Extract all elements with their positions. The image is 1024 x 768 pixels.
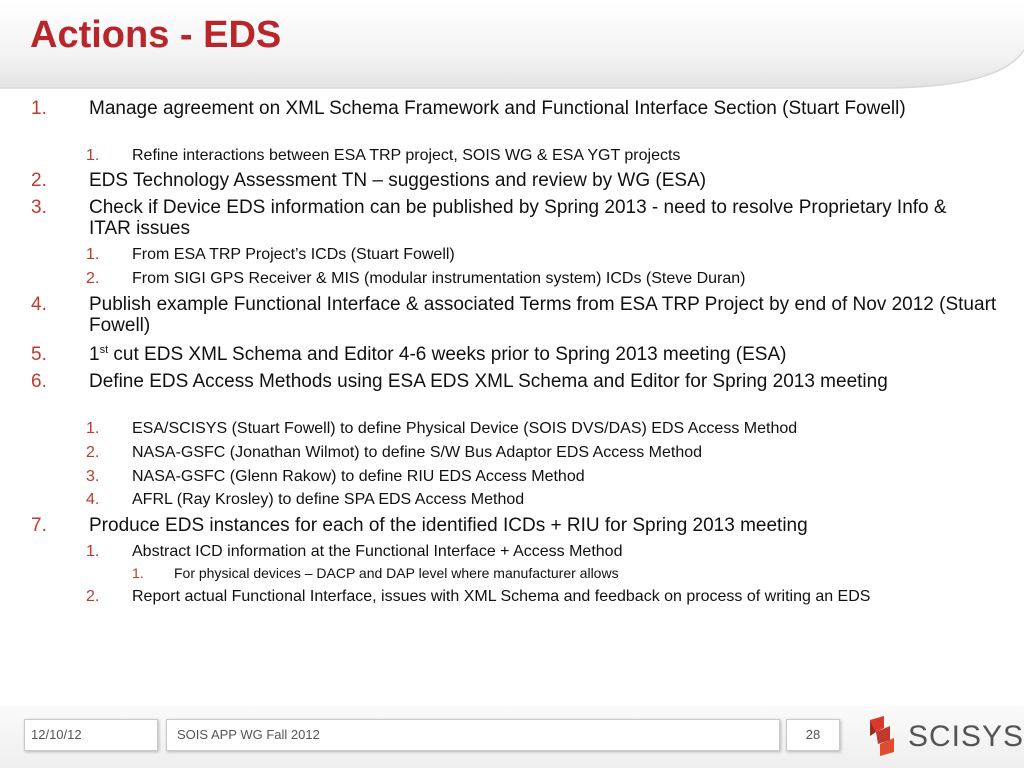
list-text: ESA/SCISYS (Stuart Fowell) to define Physical Device (SOIS DVS/DAS) EDS Access Method — [132, 420, 798, 437]
list-item — [31, 371, 969, 392]
list-text — [89, 344, 999, 365]
list-text: Check if Device EDS information can be published by Spring 2013 - need to resolve Proprietary Info & ITAR issues — [89, 197, 947, 239]
ordinal-number: 1 — [89, 344, 100, 365]
footer-date — [24, 719, 158, 751]
list-item — [86, 443, 1002, 462]
footer-date-text: 12/10/12 — [31, 727, 82, 742]
page-number-text: 28 — [805, 727, 821, 742]
list-item — [31, 344, 999, 365]
list-text: Produce EDS instances for each of the identified ICDs + RIU for Spring 2013 meeting — [89, 515, 808, 536]
list-number: 2. — [31, 170, 47, 191]
list-number: 1. — [86, 543, 100, 560]
list-text: NASA-GSFC (Jonathan Wilmot) to define S/W Bus Adaptor EDS Access Method — [132, 444, 703, 461]
list-number: 1. — [31, 98, 47, 119]
list-text: Report actual Functional Interface, issues with XML Schema and feedback on process of writing an EDS — [132, 588, 871, 605]
list-text: Refine interactions between ESA TRP project, SOIS WG & ESA YGT projects — [132, 147, 681, 164]
ordinal-suffix: st — [99, 344, 109, 356]
list-number: 1. — [86, 246, 100, 263]
list-item — [86, 146, 992, 165]
list-text: From ESA TRP Project’s ICDs (Stuart Fowell) — [132, 246, 455, 263]
list-text: Publish example Functional Interface & associated Terms from ESA TRP Project by end of Nov 2012 (Stuart Fowell) — [89, 294, 997, 336]
list-text: For physical devices – DACP and DAP level where manufacturer allows — [174, 565, 619, 581]
list-item — [86, 490, 1002, 509]
list-number: 4. — [31, 294, 47, 315]
list-item — [86, 419, 1002, 438]
list-item — [86, 245, 992, 264]
list-item — [31, 294, 1004, 336]
list-text: Manage agreement on XML Schema Framework and Functional Interface Section (Stuart Fowell) — [89, 98, 906, 119]
list-number: 1. — [132, 565, 144, 581]
scisys-logo — [866, 714, 1024, 758]
list-text: From SIGI GPS Receiver & MIS (modular instrumentation system) ICDs (Steve Duran) — [132, 270, 746, 287]
logo-wordmark: SCISYS — [908, 720, 1024, 753]
footer-page-number — [786, 719, 840, 751]
list-number: 2. — [86, 588, 100, 605]
list-number: 2. — [86, 444, 100, 461]
list-number: 3. — [31, 197, 47, 218]
footer-event-text: SOIS APP WG Fall 2012 — [177, 727, 320, 742]
list-number: 4. — [86, 491, 100, 508]
list-item — [132, 565, 994, 582]
list-text: AFRL (Ray Krosley) to define SPA EDS Access Method — [132, 491, 525, 508]
scisys-logo-icon — [866, 714, 902, 758]
list-item — [86, 542, 992, 561]
list-number: 1. — [86, 147, 100, 164]
list-text: EDS Technology Assessment TN – suggestions and review by WG (ESA) — [89, 170, 707, 191]
slide-title: Actions - EDS — [30, 14, 282, 56]
list-item — [31, 197, 959, 239]
list-item — [86, 587, 982, 606]
list-item — [31, 515, 1004, 536]
slide-header — [0, 0, 1024, 90]
list-text: NASA-GSFC (Glenn Rakow) to define RIU EDS Access Method — [132, 468, 585, 485]
list-number: 2. — [86, 270, 100, 287]
list-number: 1. — [86, 420, 100, 437]
list-number: 3. — [86, 468, 100, 485]
list-item — [86, 269, 992, 288]
list-item — [86, 467, 1002, 486]
list-number: 7. — [31, 515, 47, 536]
list-text-rest: cut EDS XML Schema and Editor 4-6 weeks prior to Spring 2013 meeting (ESA) — [108, 344, 787, 365]
list-text: Abstract ICD information at the Functional Interface + Access Method — [132, 543, 623, 560]
list-number: 5. — [31, 344, 47, 365]
list-text: Define EDS Access Methods using ESA EDS XML Schema and Editor for Spring 2013 meeting — [89, 371, 888, 392]
list-item — [31, 170, 999, 191]
footer-event — [166, 719, 780, 751]
list-number: 6. — [31, 371, 47, 392]
list-item — [31, 98, 999, 119]
